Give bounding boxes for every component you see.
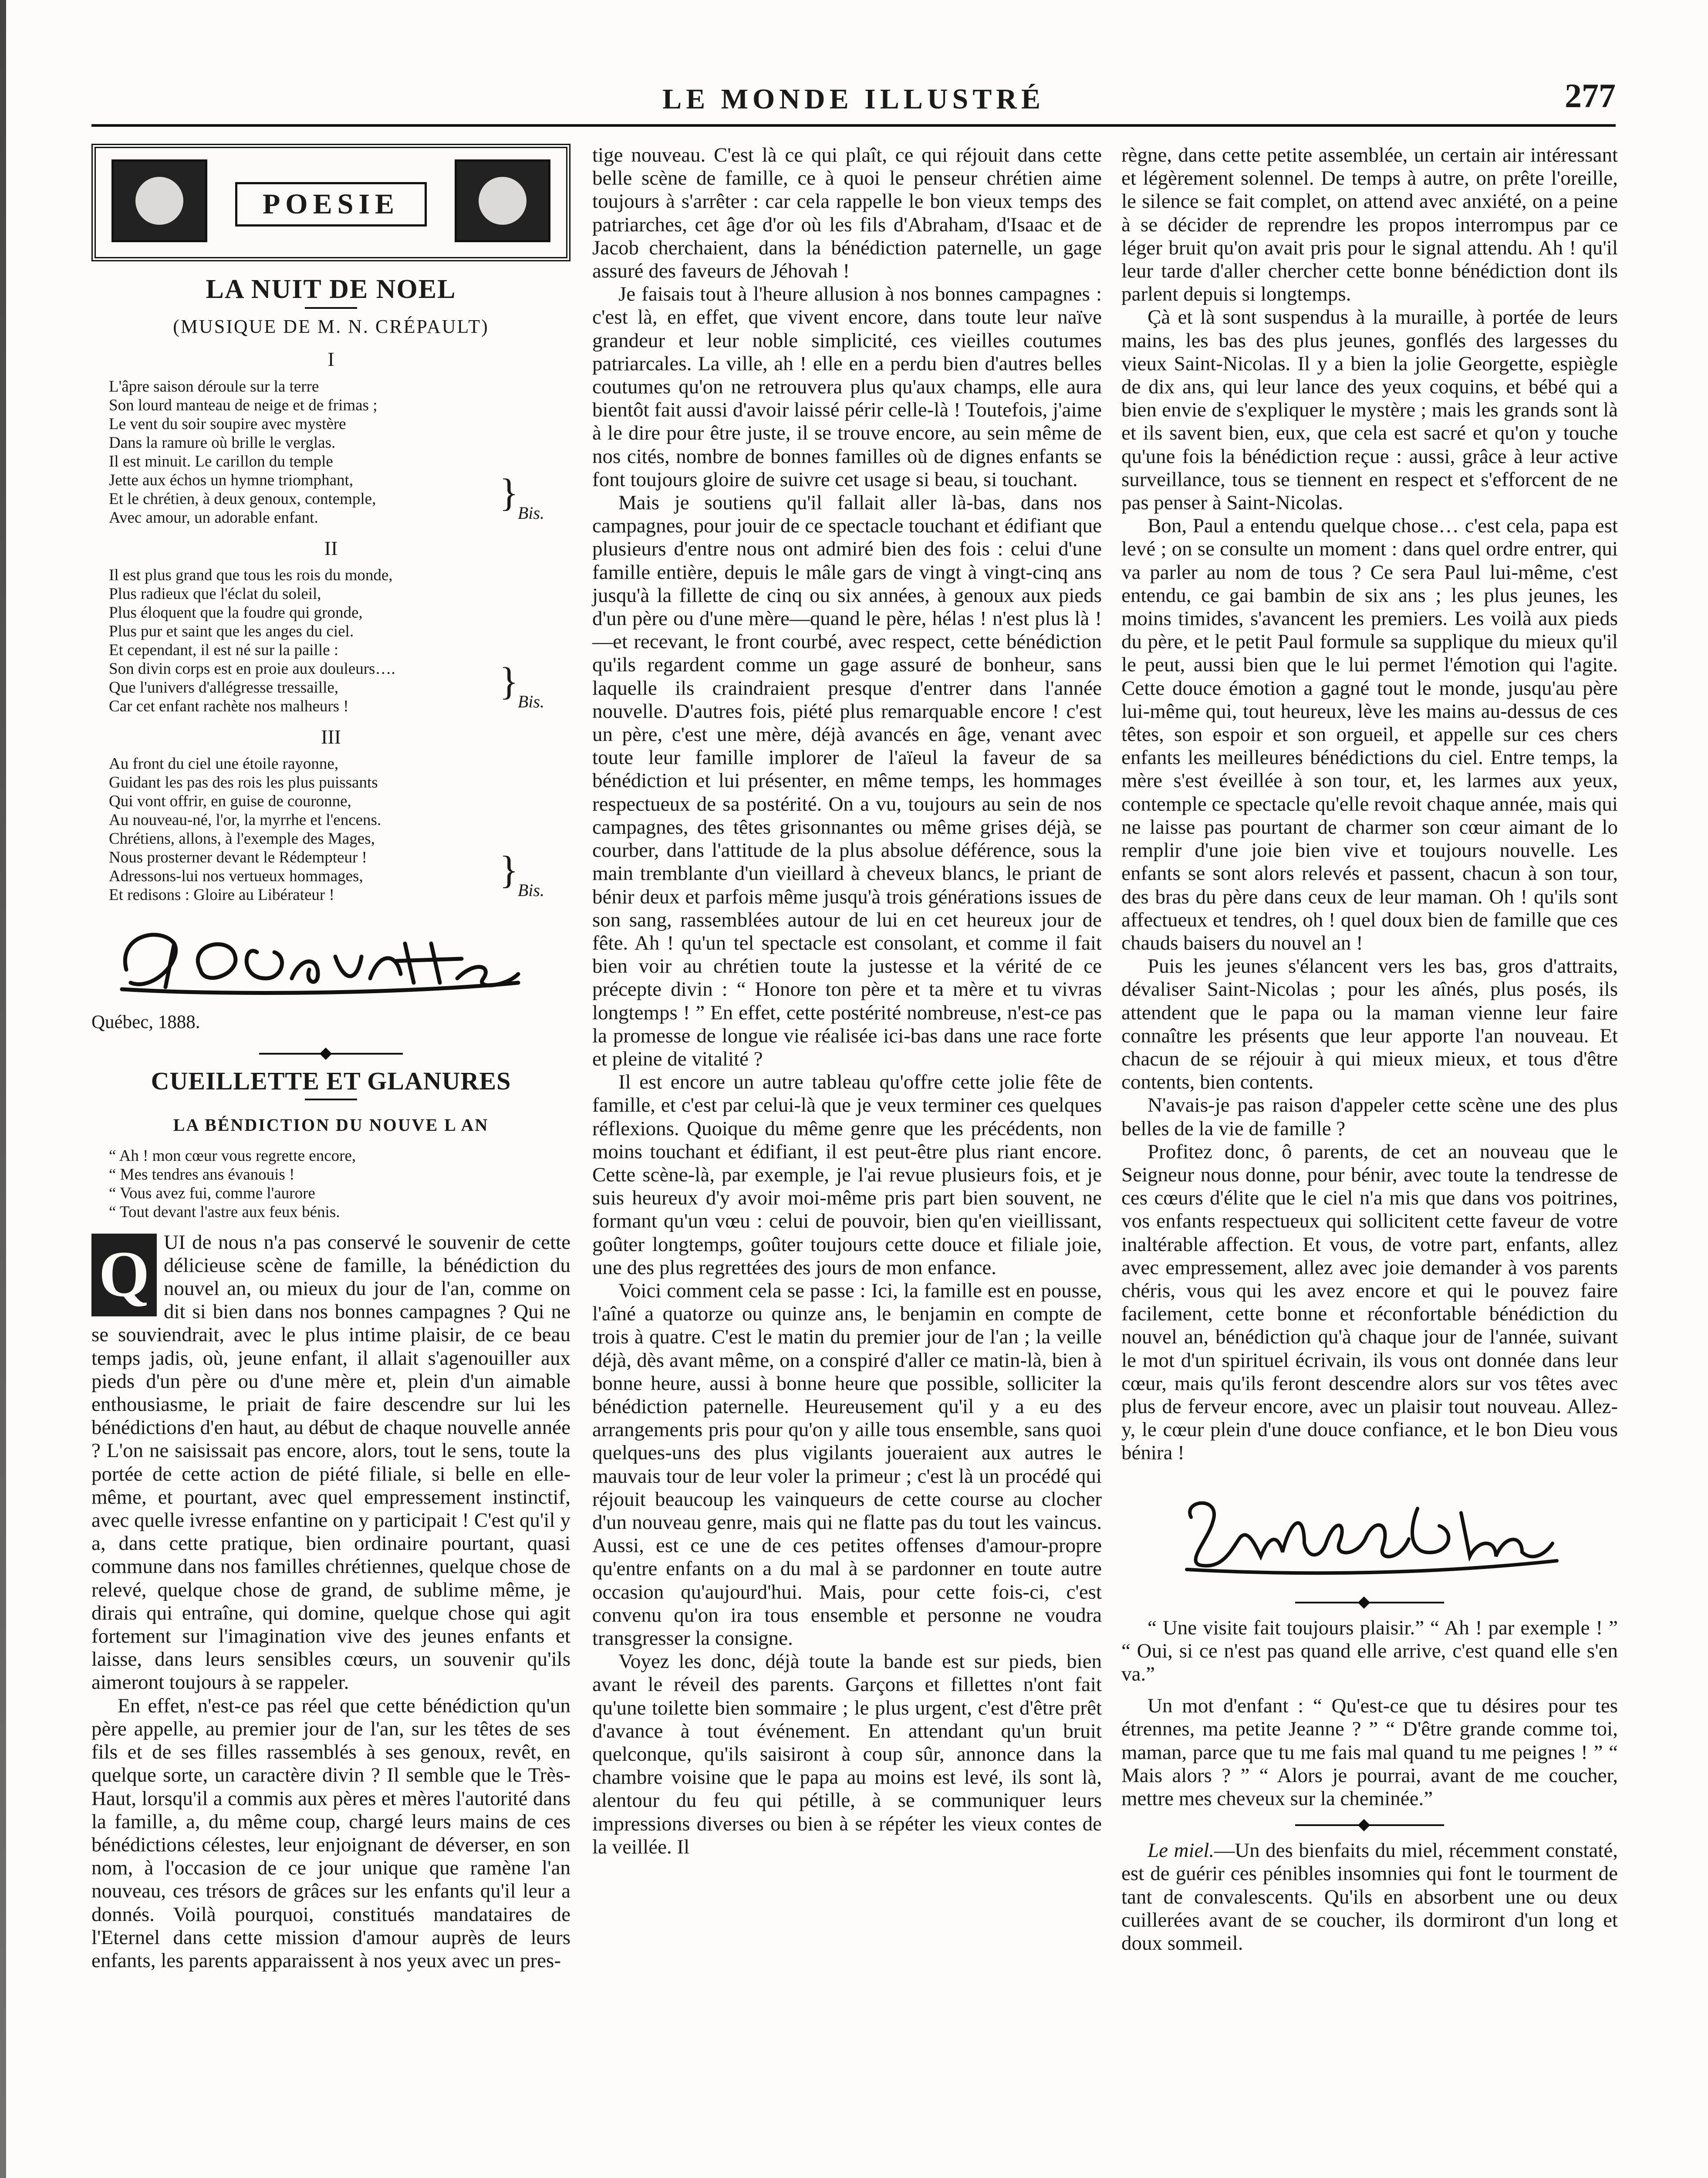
bis-mark: } Bis.: [518, 881, 544, 900]
verse-line: Il est plus grand que tous les rois du monde,: [109, 566, 393, 584]
verse-line: Plus éloquent que la foudre qui gronde,: [109, 603, 363, 622]
page-edge-shadow: [0, 0, 6, 2178]
masthead: [91, 77, 1616, 122]
signature-icon: [100, 917, 536, 1000]
poetry-banner: [91, 144, 570, 261]
signature-icon: [1174, 1491, 1566, 1578]
epigraph-line: “ Ah ! mon cœur vous regrette encore,: [109, 1146, 356, 1165]
paragraph: Profitez donc, ô parents, de cet an nouveau que le Seigneur nous donne, pour bénir, avec toute la tendresse de ces cœurs d'élite que le ciel n'a mis que dans vos poitrines, vos enfants respectueux qui sollicitent cette faveur de votre inaltérable affection. Et vous, de votre part, enfants, allez avec empressement, allez avec joie demander à vos parents chéris, vous qui les avez encore et qui le pouvez faire facilement, cette bonne et réconfortable bénédiction du nouvel an, bénédiction qu'à chaque jour de l'année, suivant le mot d'un spirituel écrivain, ils vous ont donnée dans leur cœur, mais qu'ils feront descendre alors sur vos têtes avec plus de ferveur encore, avec un plaisir tout nouveau. Allez-y, le cœur plein d'une douce confiance, et le bon Dieu vous bénira !: [1121, 1140, 1618, 1464]
verse-line: Guidant les pas des rois les plus puissants: [109, 774, 378, 792]
verse-line: Jette aux échos un hymne triomphant,: [109, 471, 354, 489]
epigraph-line: “ Tout devant l'astre aux feux bénis.: [109, 1203, 340, 1221]
place-date: Québec, 1888.: [91, 1012, 200, 1033]
joke-paragraph: Un mot d'enfant : “ Qu'est-ce que tu désires pour tes étrennes, ma petite Jeanne ? ” “ D'être grande comme toi, maman, parce que tu me fais mal quand tu me peignes ! ” “ Mais alors ? ” “ Alors je pourrai, avant de me coucher, mettre mes cheveux sur la cheminée.”: [1121, 1694, 1618, 1810]
section-divider: [91, 1047, 570, 1060]
poem-title: LA NUIT DE NOEL: [206, 274, 456, 304]
epigraph-line: “ Mes tendres ans évanouis !: [109, 1165, 295, 1184]
verse-line: Au front du ciel une étoile rayonne,: [109, 755, 339, 773]
verse-line: Et cependant, il est né sur la paille :: [109, 641, 339, 659]
epigraph: [109, 1146, 570, 1221]
paragraph: N'avais-je pas raison d'appeler cette scène une des plus belles de la vie de famille ?: [1121, 1094, 1618, 1140]
paragraph: Il est encore un autre tableau qu'offre cette jolie fête de famille, et c'est par celui-là que je veux terminer ces quelques réflexions. Quoique du même genre que les précédents, non moins touchant et édifiant, il est peut-être plus riant encore. Cette scène-là, par exemple, je l'ai revue plusieurs fois, et je suis heureux d'y avoir moi-même pris part bien souvent, ne formant qu'un vœu : celui de pouvoir, bien qu'en vieillissant, goûter longtemps, goûter toujours cette douce et filiale joie, une des plus regrettées des jours de mon enfance.: [592, 1071, 1102, 1279]
verse-line: Plus radieux que l'éclat du soleil,: [109, 585, 321, 603]
verse-line: Et redisons : Gloire au Libérateur !: [109, 886, 334, 904]
paragraph: règne, dans cette petite assemblée, un certain air intéressant et légèrement solennel. De temps à autre, on prête l'oreille, le silence se fait complet, on attend avec anxiété, on a peine à se décider de reprendre les propos interrompus par ce léger bruit qu'on avait pris pour le signal attendu. Ah ! qu'il leur tarde d'aller chercher cette bonne bénédiction dont ils parlent depuis si longtemps.: [1121, 144, 1618, 306]
music-credit: (MUSIQUE DE M. N. CRÉPAULT): [173, 316, 489, 338]
verse-line: Car cet enfant rachète nos malheurs !: [109, 697, 349, 715]
epigraph-line: “ Vous avez fui, comme l'aurore: [109, 1184, 315, 1202]
verse-line: L'âpre saison déroule sur la terre: [109, 377, 319, 396]
verse-line: Plus pur et saint que les anges du ciel.: [109, 622, 354, 640]
author-signature: [1121, 1487, 1618, 1587]
miel-paragraph: [1121, 1839, 1618, 1955]
poetry-banner-title: POESIE: [235, 182, 427, 227]
column-3: [1121, 144, 1618, 1955]
newspaper-title: LE MONDE ILLUSTRÉ: [662, 83, 1045, 115]
paragraph: En effet, n'est-ce pas réel que cette bénédiction qu'un père appelle, au premier jour de l'an, sur les têtes de ses fils et de ses filles rassemblés à ses genoux, revêt, en quelque sorte, un caractère divin ? Il semble que le Très-Haut, lorsqu'il a commis aux pères et mères l'autorité dans la famille, a, du même coup, chargé leurs mains de ces bénédictions célestes, leur enjoignant de déverser, en son nom, à l'occasion de ce jour unique que ramène l'an nouveau, ces trésors de grâces sur les enfants qu'il leur a donnés. Voilà pourquoi, constitués mandataires de l'Eternel dans cette mission d'amour auprès de leurs enfants, les parents apparaissent à nos yeux avec un pres-: [91, 1694, 570, 1972]
paragraph: Çà et là sont suspendus à la muraille, à portée de leurs mains, les bas des plus jeunes, gonflés des largesses du vieux Saint-Nicolas. Il y a bien la jolie Georgette, espiègle de dix ans, qui leur lance des yeux coquins, et bébé qui a bien envie de s'expliquer le mystère ; mais les grands sont là et ils savent bien, eux, que cela est sacré et qu'on y touche qu'une fois la bénédiction reçue : aussi, grâce à leur active surveillance, tous se tiennent en respect et s'efforcent de ne pas penser à Saint-Nicolas.: [1121, 306, 1618, 514]
verse-line: Adressons-lui nos vertueux hommages,: [109, 867, 363, 886]
verse-line: Que l'univers d'allégresse tressaille,: [109, 678, 339, 697]
bis-mark: } Bis.: [518, 504, 544, 522]
bis-mark: } Bis.: [518, 692, 544, 711]
paragraph: Mais je soutiens qu'il fallait aller là-bas, dans nos campagnes, pour jouir de ce spectacle touchant et édifiant que plusieurs d'entre nous ont admiré bien des fois : celui d'une famille entière, depuis le mâle gars de vingt à vingt-cinq ans jusqu'à la fillette de cinq ou six années, à genoux aux pieds d'un père ou d'une mère—quand le père, hélas ! n'est plus là !—et recevant, le front courbé, avec respect, cette bénédiction qu'ils regardent comme un gage assuré de bonheur, sans laquelle ils craindraient presque d'entrer dans l'année nouvelle. D'autres fois, piété plus remarquable encore ! c'est un père, c'est une mère, déjà avancés en âge, venant avec toute leur famille implorer de l'aïeul la faveur de sa bénédiction et lui présenter, en même temps, les hommages respectueux de sa postérité. On a vu, toujours au sein de nos campagnes, des têtes grisonnantes ou même grises déjà, se courber, dans l'attitude de la plus absolue déférence, sous la main tremblante d'un vieillard à cheveux blancs, le priant de bénir deux et parfois même jusqu'à trois générations issues de son sang, rassemblées autour de lui en cet heureux jour de fête. Ah ! qu'un tel spectacle est consolant, et comme il fait bien voir au chrétien toute la justesse et la vérité de ce précepte divin : “ Honore ton père et ta mère et tu vivras longtemps ! ” En effet, cette postérité nombreuse, n'est-ce pas la promesse de longue vie réalisée ici-bas dans une race forte et pleine de vitalité ?: [592, 491, 1102, 1070]
stanza-number: II: [324, 537, 338, 559]
article-body: [91, 1231, 570, 1973]
stanza-number: I: [327, 348, 334, 371]
verse-line: Il est minuit. Le carillon du temple: [109, 452, 333, 470]
subsection-title: LA BÉNDICTION DU NOUVE L AN: [173, 1115, 489, 1135]
page-number: 277: [1565, 77, 1616, 115]
verse-line: Au nouveau-né, l'or, la myrrhe et l'encens.: [109, 811, 381, 829]
miel-text: —Un des bienfaits du miel, récemment constaté, est de guérir ces pénibles insomnies qui font le tourment de tant de convalescents. Qu'ils en absorbent une ou deux cuillerées avant de se coucher, ils dormiront d'un long et doux sommeil.: [1121, 1839, 1618, 1955]
paragraph: Bon, Paul a entendu quelque chose… c'est cela, papa est levé ; on se consulte un moment : dans quel ordre entrer, qui va parler au nom de tous ? Ce sera Paul lui-même, c'est entendu, ce gai bambin de six ans ; les plus jeunes, les moins timides, s'avancent les premiers. Les voilà aux pieds du père, et le petit Paul formule sa supplique du mieux qu'il le peut, aussi bien que le lui permet l'émotion qui l'agite. Cette douce émotion a gagné tout le monde, jusqu'au père lui-même qui, tout heureux, lève les mains au-dessus de ces têtes, son espoir et son orgueil, et appelle sur ces chers enfants les meilleures bénédictions du ciel. Entre temps, la mère s'est éveillée à son tour, et, les larmes aux yeux, contemple ce spectacle qu'elle revoit chaque année, mais qui ne laisse pas pourtant de charmer son cœur aimant de lo remplir d'une joie bien vive et toujours nouvelle. Les enfants se sont alors relevés et passent, chacun à son tour, des bras du père dans ceux de leur maman. Oh ! qu'ils sont affectueux et tendres, oh ! quel doux bien de famille que ces chauds baisers du nouvel an !: [1121, 514, 1618, 954]
verse-line: Avec amour, un adorable enfant.: [109, 508, 318, 527]
title-rule: [305, 1099, 357, 1100]
paragraph: Je faisais tout à l'heure allusion à nos bonnes campagnes : c'est là, en effet, que vivent encore, dans toute leur naïve grandeur et leur noble simplicité, ces vieilles coutumes patriarcales. La ville, ah ! elle en a perdu bien d'autres belles coutumes qu'on ne retrouvera plus qu'aux champs, elle aura bientôt fait aussi d'avoir laissé périr celle-là ! Toutefois, j'aime à le dire pour être juste, il se trouve encore, au sein même de nos cités, nombre de bonnes familles où de dignes enfants se font toujours gloire de suivre cet usage si beau, si touchant.: [592, 283, 1102, 491]
author-signature: [91, 917, 570, 1000]
header-rule: [91, 124, 1616, 127]
title-rule: [305, 307, 357, 309]
miel-label: Le miel.: [1148, 1839, 1215, 1862]
paragraph: Voyez les donc, déjà toute la bande est sur pieds, bien avant le réveil des parents. Garçons et fillettes n'ont fait qu'une toilette bien sommaire ; le plus urgent, c'est d'être prêt d'avance à tout événement. En attendant qu'un bruit quelconque, qu'ils saisiront à coup sûr, annonce dans la chambre voisine que le papa au moins est levé, ils sont là, alentour du feu qui pétille, à se communiquer leurs impressions diverses ou bien à se répéter les vieux contes de la veillée. Il: [592, 1650, 1102, 1858]
dropcap-q-icon: [91, 1234, 157, 1316]
section-divider: [1121, 1818, 1618, 1831]
verse-line: Le vent du soir soupire avec mystère: [109, 415, 346, 433]
stanza-number: III: [321, 725, 341, 748]
paragraph: tige nouveau. C'est là ce qui plaît, ce qui réjouit dans cette belle scène de famille, ce à quoi le penseur chrétien aime toujours à s'arrêter : car cela rappelle le bon vieux temps des patriarches, cet âge d'or où les fils d'Abraham, d'Isaac et de Jacob cherchaient, dans la bénédiction paternelle, un gage assuré des faveurs de Jéhovah !: [592, 144, 1102, 283]
column-2: [592, 144, 1102, 1859]
paragraph: Voici comment cela se passe : Ici, la famille est en pousse, l'aîné a quatorze ou quinze ans, le benjamin en compte de trois à quatre. C'est le matin du premier jour de l'an ; la veille déjà, dès avant même, on a conspiré d'aller ce matin-là, bien à bonne heure, aussi à bonne heure que possible, solliciter la bénédiction paternelle. Heureusement qu'il y a eu des arrangements pris pour qu'on y aille tous ensemble, sans quoi quelques-uns des plus vigilants joueraient aux autres le mauvais tour de leur voler la primeur ; c'est là un procédé qui réjouit beaucoup les vainqueurs de cette course au clocher d'un nouveau genre, mais qui ne flatte pas du tout les vaincus. Aussi, est ce une de ces petites offenses d'amour-propre qu'entre enfants on a du mal à se pardonner en toute autre occasion qu'aujourd'hui. Mais, pour cette fois-ci, c'est convenu qu'on ira tous ensemble et personne ne voudra transgresser la consigne.: [592, 1279, 1102, 1650]
verse-line: Dans la ramure où brille le verglas.: [109, 433, 336, 452]
paragraph: UI de nous n'a pas conservé le souvenir de cette délicieuse scène de famille, la bénédiction du nouvel an, ou mieux du jour de l'an, comme on dit si bien dans nos bonnes campagnes ? Qui ne se souviendrait, avec le plus intime plaisir, de ce beau temps jadis, où, jeune enfant, il allait s'agenouiller aux pieds d'un père ou d'une mère et, plein d'un aimable enthousiasme, le priait de faire descendre sur lui les bénédictions d'en haut, au début de chaque nouvelle année ? L'on ne saisissait pas encore, alors, tout le sens, toute la portée de cette action de piété filiale, si belle en elle-même, et pourtant, avec quel empressement instinctif, avec quelle ivresse enfantine on y participait ! C'est qu'il y a, dans cette pratique, bien ordinaire pourtant, quasi commune dans nos familles chrétiennes, quelque chose de relevé, quelque chose de grand, de sublime même, je dirais qui entraîne, qui domine, quelque chose qui agit fortement sur l'imagination vive des jeunes enfants et laisse, dans leurs sensibles cœurs, un souvenir qu'ils aimeront toujours à se rappeler.: [91, 1231, 570, 1694]
paragraph: Puis les jeunes s'élancent vers les bas, gros d'attraits, dévaliser Saint-Nicolas ; pour les aînés, plus posés, ils attendent que le papa ou la maman vienne leur faire connaître les présents que leur apporte l'an nouveau. Et chacun de se réjouir à qui mieux mieux, et tous d'être contents, bien contents.: [1121, 955, 1618, 1094]
verse-line: Qui vont offrir, en guise de couronne,: [109, 792, 351, 811]
stanza-2: [109, 566, 570, 716]
section-divider: [1121, 1596, 1618, 1609]
verse-line: Son lourd manteau de neige et de frimas ;: [109, 396, 378, 414]
ornament-left-icon: [111, 159, 207, 242]
stanza-1: [109, 377, 570, 527]
verse-line: Chrétiens, allons, à l'exemple des Mages,: [109, 830, 375, 848]
section-title: CUEILLETTE ET GLANURES: [151, 1067, 511, 1096]
column-1: [91, 144, 570, 1972]
joke-paragraph: “ Une visite fait toujours plaisir.” “ Ah ! par exemple ! ” “ Oui, si ce n'est pas quand elle arrive, c'est quand elle s'en va.”: [1121, 1616, 1618, 1685]
verse-line: Nous prosterner devant le Rédempteur !: [109, 849, 367, 867]
ornament-right-icon: [455, 159, 550, 242]
verse-line: Et le chrétien, à deux genoux, contemple,: [109, 490, 376, 508]
verse-line: Son divin corps est en proie aux douleurs….: [109, 659, 395, 678]
stanza-3: [109, 754, 570, 904]
